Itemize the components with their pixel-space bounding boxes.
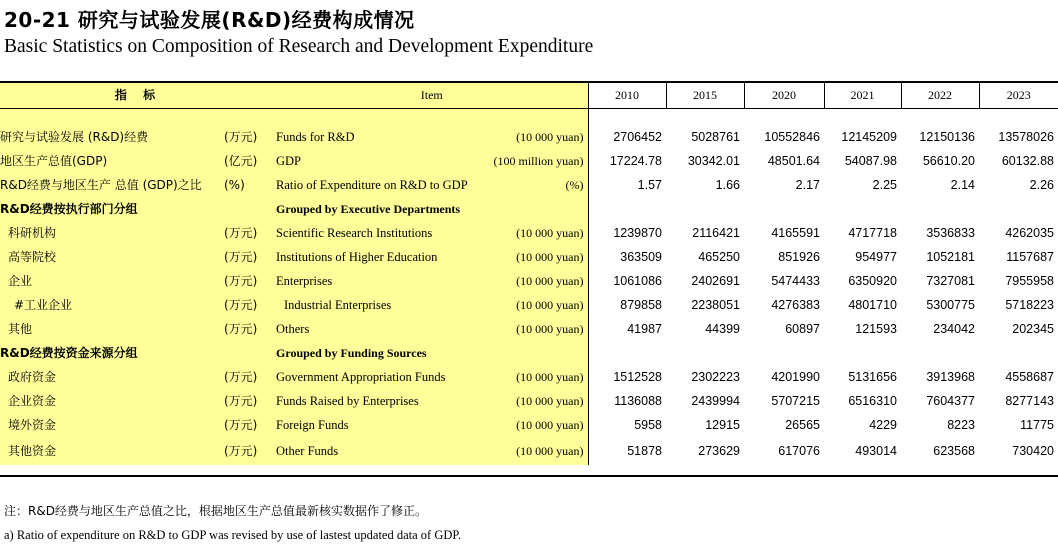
- row-label-cn: 研究与试验发展 (R&D)经费: [0, 125, 224, 149]
- cell-value: [666, 197, 744, 221]
- cell-value: [824, 341, 901, 365]
- row-label-en: Others: [276, 317, 486, 341]
- row-unit-cn: (万元): [224, 317, 276, 341]
- cell-value: 4717718: [848, 226, 897, 240]
- row-label-cn: R&D经费按资金来源分组: [0, 341, 224, 365]
- cell-value: 51878: [588, 437, 666, 465]
- cell-value: 2.26: [1029, 178, 1054, 192]
- cell-value: 1061086: [588, 269, 666, 293]
- cell-value: 273629: [698, 444, 740, 458]
- row-label-en: Government Appropriation Funds: [276, 365, 486, 389]
- row-label-en: Grouped by Executive Departments: [276, 197, 486, 221]
- cell-value: 5028761: [691, 130, 740, 144]
- cell-value: 4558687: [1005, 370, 1054, 384]
- row-unit-en: (10 000 yuan): [486, 317, 588, 341]
- row-unit-en: (10 000 yuan): [486, 365, 588, 389]
- cell-value: 851926: [778, 250, 820, 264]
- row-unit-cn: (万元): [224, 389, 276, 413]
- cell-value: [824, 197, 901, 221]
- cell-value: 30342.01: [687, 154, 740, 168]
- row-label-en: Funds Raised by Enterprises: [276, 389, 486, 413]
- row-label-cn: 其他: [0, 317, 224, 341]
- row-unit-en: (10 000 yuan): [486, 269, 588, 293]
- row-label-en: Industrial Enterprises: [276, 293, 486, 317]
- table-row: [0, 365, 1058, 389]
- header-row: [0, 83, 1058, 109]
- cell-value: 44399: [705, 322, 740, 336]
- cell-value: 465250: [698, 250, 740, 264]
- cell-value: 60897: [785, 322, 820, 336]
- table-row: [0, 293, 1058, 317]
- header-year: 2022: [901, 83, 979, 109]
- row-label-en: Funds for R&D: [276, 125, 486, 149]
- cell-value: 4229: [869, 418, 897, 432]
- table-row: [0, 317, 1058, 341]
- cell-value: 623568: [933, 444, 975, 458]
- row-label-cn: 企业资金: [0, 389, 224, 413]
- table-row: [0, 269, 1058, 293]
- cell-value: 121593: [855, 322, 897, 336]
- row-label-cn: 境外资金: [0, 413, 224, 437]
- cell-value: 11775: [1020, 418, 1054, 432]
- cell-value: 2706452: [588, 125, 666, 149]
- data-table: [0, 83, 1058, 465]
- cell-value: [744, 341, 824, 365]
- row-unit-en: (10 000 yuan): [486, 389, 588, 413]
- cell-value: 6516310: [848, 394, 897, 408]
- row-label-en: Ratio of Expenditure on R&D to GDP: [276, 173, 486, 197]
- cell-value: 1136088: [588, 389, 666, 413]
- row-unit-cn: (万元): [224, 245, 276, 269]
- row-label-en: Institutions of Higher Education: [276, 245, 486, 269]
- cell-value: 2116421: [692, 226, 740, 240]
- spacer-row: [0, 109, 1058, 126]
- header-year: 2020: [744, 83, 824, 109]
- cell-value: [979, 197, 1058, 221]
- cell-value: 1.66: [715, 178, 740, 192]
- row-label-en: Enterprises: [276, 269, 486, 293]
- cell-value: [588, 341, 666, 365]
- cell-value: 4165591: [771, 226, 820, 240]
- bottom-rule: [0, 475, 1058, 477]
- row-label-en: GDP: [276, 149, 486, 173]
- cell-value: [744, 197, 824, 221]
- row-unit-en: (10 000 yuan): [486, 437, 588, 465]
- cell-value: 2.14: [950, 178, 975, 192]
- cell-value: 60132.88: [1001, 154, 1054, 168]
- row-label-en: Scientific Research Institutions: [276, 221, 486, 245]
- row-unit-cn: (万元): [224, 437, 276, 465]
- table-row: [0, 125, 1058, 149]
- cell-value: 7327081: [926, 274, 975, 288]
- cell-value: 13578026: [998, 130, 1054, 144]
- cell-value: [901, 341, 979, 365]
- row-label-en: Other Funds: [276, 437, 486, 465]
- cell-value: 8277143: [1005, 394, 1054, 408]
- row-unit-cn: (%): [224, 173, 276, 197]
- cell-value: 8223: [947, 418, 975, 432]
- row-unit-en: [486, 197, 588, 221]
- row-label-cn: 企业: [0, 269, 224, 293]
- header-year: 2021: [824, 83, 901, 109]
- cell-value: 12915: [705, 418, 740, 432]
- cell-value: 954977: [855, 250, 897, 264]
- cell-value: [979, 341, 1058, 365]
- cell-value: 2402691: [691, 274, 740, 288]
- cell-value: 5131656: [848, 370, 897, 384]
- header-item: Item: [276, 83, 588, 109]
- cell-value: 56610.20: [922, 154, 975, 168]
- header-year: 2010: [588, 83, 666, 109]
- cell-value: 234042: [933, 322, 975, 336]
- cell-value: 5958: [588, 413, 666, 437]
- table-row: [0, 389, 1058, 413]
- note-cn: 注：R&D经费与地区生产总值之比，根据地区生产总值最新核实数据作了修正。: [4, 504, 427, 518]
- row-unit-cn: (万元): [224, 365, 276, 389]
- cell-value: 730420: [1012, 444, 1054, 458]
- cell-value: [901, 197, 979, 221]
- row-unit-cn: (万元): [224, 413, 276, 437]
- cell-value: 2.17: [795, 178, 820, 192]
- table-row: [0, 437, 1058, 465]
- cell-value: 12145209: [841, 130, 897, 144]
- row-unit-cn: [224, 341, 276, 365]
- cell-value: 1239870: [588, 221, 666, 245]
- cell-value: [588, 197, 666, 221]
- row-unit-en: [486, 341, 588, 365]
- cell-value: 879858: [588, 293, 666, 317]
- cell-value: 4201990: [771, 370, 820, 384]
- cell-value: 617076: [778, 444, 820, 458]
- row-unit-en: (10 000 yuan): [486, 125, 588, 149]
- cell-value: 4801710: [848, 298, 897, 312]
- cell-value: 54087.98: [844, 154, 897, 168]
- cell-value: 493014: [855, 444, 897, 458]
- cell-value: 1157687: [1006, 250, 1054, 264]
- row-label-cn: 科研机构: [0, 221, 224, 245]
- row-unit-cn: (万元): [224, 125, 276, 149]
- table-row: [0, 173, 1058, 197]
- table-row: [0, 245, 1058, 269]
- cell-value: 6350920: [848, 274, 897, 288]
- cell-value: 17224.78: [588, 149, 666, 173]
- row-unit-cn: (亿元): [224, 149, 276, 173]
- header-year: 2023: [979, 83, 1058, 109]
- row-unit-en: (10 000 yuan): [486, 293, 588, 317]
- cell-value: 2302223: [691, 370, 740, 384]
- row-unit-cn: [224, 197, 276, 221]
- cell-value: 202345: [1012, 322, 1054, 336]
- cell-value: 3536833: [926, 226, 975, 240]
- cell-value: 7955958: [1005, 274, 1054, 288]
- table-row: [0, 149, 1058, 173]
- cell-value: 5300775: [926, 298, 975, 312]
- group-heading-row: [0, 341, 1058, 365]
- cell-value: 48501.64: [767, 154, 820, 168]
- row-label-cn: 其他资金: [0, 437, 224, 465]
- cell-value: 7604377: [926, 394, 975, 408]
- cell-value: 3913968: [926, 370, 975, 384]
- row-unit-en: (10 000 yuan): [486, 221, 588, 245]
- cell-value: 4276383: [771, 298, 820, 312]
- row-label-cn: 高等院校: [0, 245, 224, 269]
- group-heading-row: [0, 197, 1058, 221]
- row-unit-cn: (万元): [224, 293, 276, 317]
- header-year: 2015: [666, 83, 744, 109]
- cell-value: 5718223: [1005, 298, 1054, 312]
- cell-value: 10552846: [764, 130, 820, 144]
- row-unit-en: (10 000 yuan): [486, 245, 588, 269]
- row-label-cn: 政府资金: [0, 365, 224, 389]
- row-label-cn: R&D经费按执行部门分组: [0, 197, 224, 221]
- cell-value: 2439994: [691, 394, 740, 408]
- cell-value: 1052181: [926, 250, 975, 264]
- table-row: [0, 413, 1058, 437]
- row-label-en: Grouped by Funding Sources: [276, 341, 486, 365]
- row-label-cn: R&D经费与地区生产 总值 (GDP)之比: [0, 173, 224, 197]
- cell-value: 363509: [588, 245, 666, 269]
- cell-value: [666, 341, 744, 365]
- cell-value: 1.57: [588, 173, 666, 197]
- cell-value: 1512528: [588, 365, 666, 389]
- cell-value: 41987: [588, 317, 666, 341]
- row-unit-en: (%): [486, 173, 588, 197]
- cell-value: 12150136: [919, 130, 975, 144]
- page-title-cn: 20-21 研究与试验发展(R&D)经费构成情况: [4, 8, 415, 32]
- table-row: [0, 221, 1058, 245]
- page-title-en: Basic Statistics on Composition of Research and Development Expenditure: [4, 36, 594, 57]
- note-en: a) Ratio of expenditure on R&D to GDP was revised by use of lastest updated data of GDP.: [4, 528, 462, 542]
- cell-value: 26565: [785, 418, 820, 432]
- row-label-cn: 地区生产总值(GDP): [0, 149, 224, 173]
- row-unit-en: (10 000 yuan): [486, 413, 588, 437]
- row-label-en: Foreign Funds: [276, 413, 486, 437]
- row-unit-en: (100 million yuan): [486, 149, 588, 173]
- header-indicator: 指 标: [0, 83, 276, 109]
- cell-value: 2.25: [872, 178, 897, 192]
- cell-value: 4262035: [1005, 226, 1054, 240]
- cell-value: 5707215: [771, 394, 820, 408]
- row-unit-cn: (万元): [224, 269, 276, 293]
- row-unit-cn: (万元): [224, 221, 276, 245]
- cell-value: 2238051: [691, 298, 740, 312]
- row-label-cn: #工业企业: [0, 293, 224, 317]
- cell-value: 5474433: [771, 274, 820, 288]
